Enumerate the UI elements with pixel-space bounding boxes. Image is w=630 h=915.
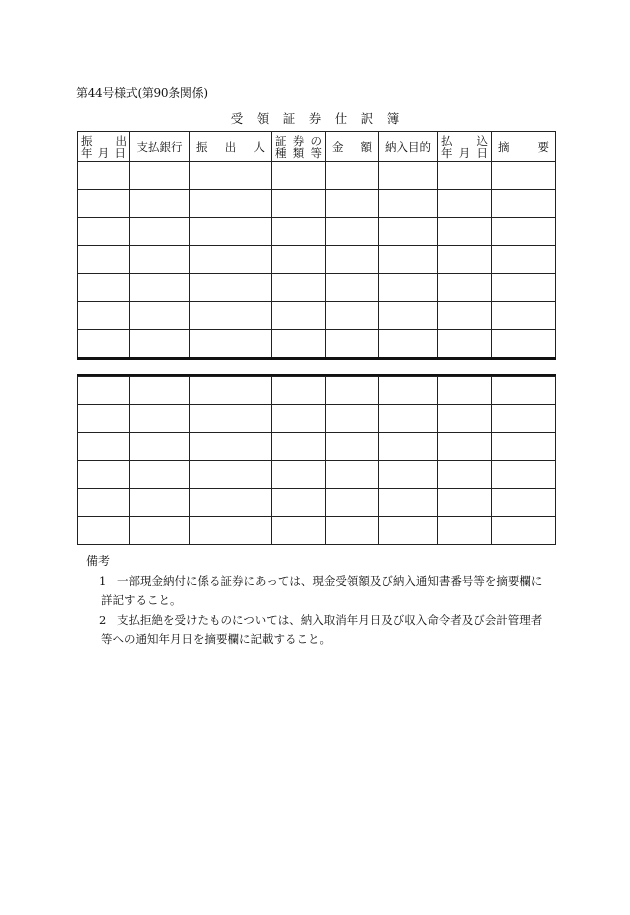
ledger-cell (130, 489, 190, 517)
note-line: 等への通知年月日を摘要欄に記載すること。 (101, 632, 331, 646)
ledger-cell (130, 274, 190, 302)
ledger-cell (326, 190, 379, 218)
header-amount: 金 額 (326, 132, 379, 162)
ledger-cell (326, 405, 379, 433)
ledger-cell (379, 246, 438, 274)
ledger-cell (379, 330, 438, 358)
note-number: 2 (99, 613, 107, 627)
section-divider-upper (77, 357, 556, 360)
ledger-cell (326, 461, 379, 489)
ledger-row (78, 405, 556, 433)
ledger-row (78, 302, 556, 330)
header-drawer: 振 出 人 (190, 132, 272, 162)
form-title: 受領証券仕訳簿 (230, 111, 413, 126)
ledger-cell (492, 302, 556, 330)
ledger-cell (326, 377, 379, 405)
ledger-cell (130, 162, 190, 190)
ledger-cell (492, 377, 556, 405)
ledger-cell (190, 302, 272, 330)
ledger-row (78, 274, 556, 302)
header-remarks: 摘 要 (492, 132, 556, 162)
ledger-cell (326, 218, 379, 246)
ledger-cell (272, 162, 326, 190)
ledger-cell (78, 162, 130, 190)
ledger-cell (272, 330, 326, 358)
ledger-row (78, 489, 556, 517)
ledger-cell (272, 218, 326, 246)
ledger-cell (272, 433, 326, 461)
ledger-cell (326, 433, 379, 461)
ledger-cell (78, 461, 130, 489)
ledger-cell (438, 190, 492, 218)
header-issue-date (78, 132, 130, 162)
ledger-cell (78, 405, 130, 433)
ledger-row (78, 246, 556, 274)
ledger-row (78, 517, 556, 545)
ledger-cell (78, 246, 130, 274)
ledger-cell (130, 405, 190, 433)
ledger-cell (190, 330, 272, 358)
ledger-cell (438, 489, 492, 517)
ledger-cell (438, 274, 492, 302)
ledger-cell (272, 489, 326, 517)
ledger-cell (78, 517, 130, 545)
ledger-cell (438, 302, 492, 330)
ledger-row (78, 433, 556, 461)
ledger-cell (190, 517, 272, 545)
ledger-cell (492, 517, 556, 545)
ledger-cell (438, 405, 492, 433)
ledger-cell (379, 433, 438, 461)
ledger-cell (78, 377, 130, 405)
ledger-cell (326, 274, 379, 302)
ledger-cell (492, 405, 556, 433)
ledger-cell (379, 489, 438, 517)
ledger-cell (326, 517, 379, 545)
note-line: 詳記すること。 (101, 593, 182, 607)
ledger-cell (190, 218, 272, 246)
ledger-cell (492, 330, 556, 358)
ledger-cell (190, 274, 272, 302)
ledger-cell (326, 489, 379, 517)
ledger-cell (379, 517, 438, 545)
header-payment-date-line1: 払 込 (441, 133, 488, 148)
ledger-cell (78, 330, 130, 358)
ledger-cell (379, 302, 438, 330)
ledger-cell (190, 190, 272, 218)
ledger-cell (438, 461, 492, 489)
ledger-cell (438, 246, 492, 274)
ledger-cell (190, 461, 272, 489)
header-security-type-line1: 証 券 の (275, 133, 322, 148)
ledger-row (78, 162, 556, 190)
ledger-cell (190, 489, 272, 517)
ledger-cell (130, 461, 190, 489)
ledger-cell (492, 433, 556, 461)
ledger-row (78, 330, 556, 358)
ledger-row (78, 377, 556, 405)
ledger-cell (272, 517, 326, 545)
ledger-cell (272, 246, 326, 274)
note-item (99, 572, 564, 610)
header-purpose: 納入目的 (379, 132, 438, 162)
note-line: 一部現金納付に係る証券にあっては、現金受領額及び納入通知書番号等を摘要欄に (117, 574, 543, 588)
header-issue-date-line2: 年 月 日 (81, 145, 126, 160)
ledger-row (78, 461, 556, 489)
ledger-cell (492, 218, 556, 246)
note-number: 1 (99, 574, 107, 588)
ledger-cell (272, 377, 326, 405)
header-issue-date-line1: 振 出 (81, 133, 127, 148)
ledger-cell (78, 274, 130, 302)
ledger-cell (272, 302, 326, 330)
ledger-cell (492, 162, 556, 190)
ledger-cell (190, 405, 272, 433)
ledger-cell (130, 433, 190, 461)
ledger-cell (379, 190, 438, 218)
ledger-cell (190, 433, 272, 461)
ledger-cell (379, 162, 438, 190)
ledger-cell (492, 246, 556, 274)
ledger-cell (438, 330, 492, 358)
ledger-cell (78, 433, 130, 461)
ledger-cell (438, 517, 492, 545)
header-security-type-line2: 種 類 等 (275, 145, 322, 160)
ledger-cell (492, 461, 556, 489)
note-item (99, 611, 564, 649)
ledger-cell (326, 162, 379, 190)
ledger-cell (438, 218, 492, 246)
ledger-cell (272, 190, 326, 218)
ledger-cell (326, 302, 379, 330)
ledger-cell (78, 218, 130, 246)
ledger-cell (272, 405, 326, 433)
ledger-cell (130, 330, 190, 358)
header-security-type (272, 132, 326, 162)
ledger-cell (326, 246, 379, 274)
ledger-cell (190, 162, 272, 190)
ledger-cell (438, 162, 492, 190)
ledger-cell (130, 190, 190, 218)
header-paying-bank: 支払銀行 (130, 132, 190, 162)
note-line: 支払拒絶を受けたものについては、納入取消年月日及び収入命令者及び会計管理者 (117, 613, 543, 627)
ledger-cell (78, 190, 130, 218)
ledger-cell (130, 377, 190, 405)
ledger-cell (379, 377, 438, 405)
ledger-cell (379, 405, 438, 433)
ledger-table-lower (77, 376, 556, 545)
header-payment-date-line2: 年 月 日 (441, 145, 488, 160)
ledger-cell (492, 274, 556, 302)
ledger-cell (438, 377, 492, 405)
ledger-cell (272, 461, 326, 489)
header-row (78, 132, 556, 162)
ledger-cell (492, 190, 556, 218)
ledger-cell (326, 330, 379, 358)
ledger-cell (379, 274, 438, 302)
ledger-cell (130, 218, 190, 246)
ledger-cell (492, 489, 556, 517)
form-number: 第44号様式(第90条関係) (76, 86, 208, 100)
ledger-cell (78, 489, 130, 517)
ledger-cell (78, 302, 130, 330)
ledger-row (78, 190, 556, 218)
ledger-cell (130, 517, 190, 545)
header-payment-date (438, 132, 492, 162)
ledger-cell (190, 246, 272, 274)
ledger-cell (130, 246, 190, 274)
ledger-cell (379, 461, 438, 489)
ledger-cell (130, 302, 190, 330)
ledger-cell (438, 433, 492, 461)
ledger-table-upper (77, 131, 556, 358)
ledger-row (78, 218, 556, 246)
ledger-cell (190, 377, 272, 405)
ledger-cell (379, 218, 438, 246)
notes-heading: 備考 (86, 554, 111, 568)
ledger-cell (272, 274, 326, 302)
